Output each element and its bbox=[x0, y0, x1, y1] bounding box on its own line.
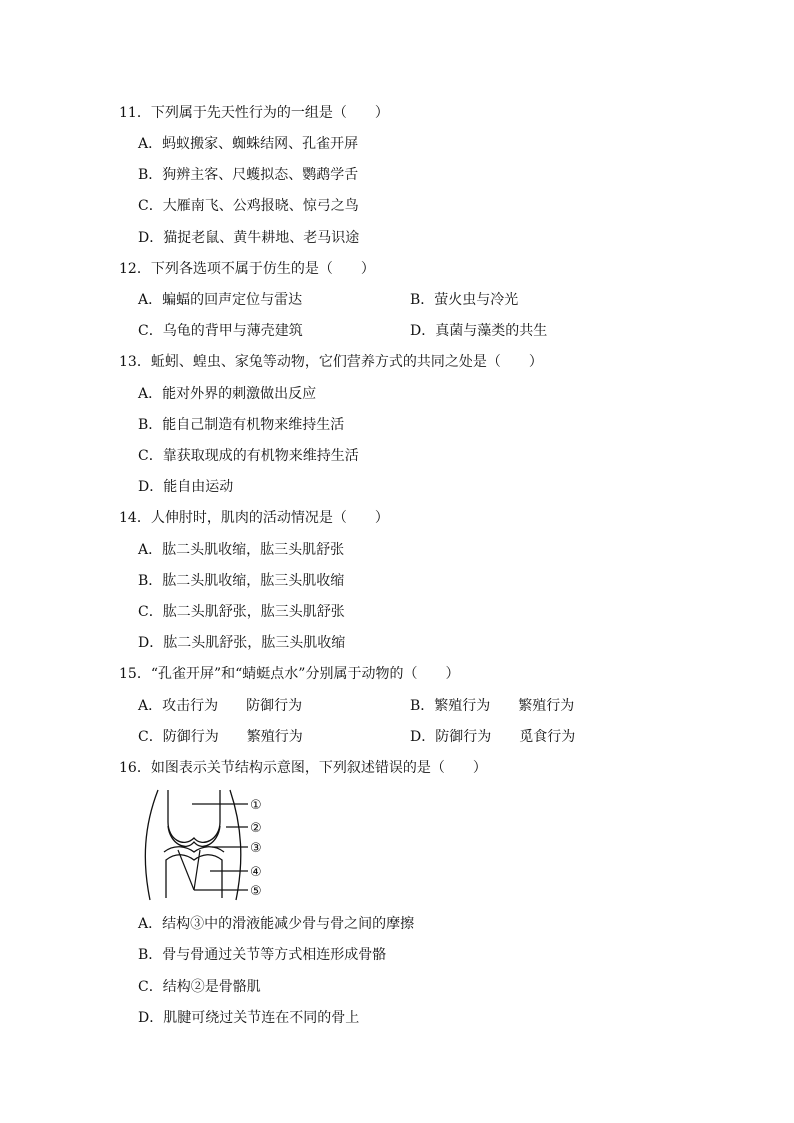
question-16-stem: 16．如图表示关节结构示意图，下列叙述错误的是（ ） bbox=[119, 760, 487, 776]
question-12-option-c: C．乌龟的背甲与薄壳建筑 bbox=[138, 323, 303, 339]
question-16-option-c: C．结构②是骨骼肌 bbox=[138, 979, 261, 995]
question-15-option-b: B．繁殖行为 繁殖行为 bbox=[410, 698, 575, 714]
question-15-stem: 15．“孔雀开屏”和“蜻蜓点水”分别属于动物的（ ） bbox=[119, 666, 460, 682]
question-12-option-b: B．萤火虫与冷光 bbox=[410, 292, 519, 308]
joint-diagram-svg bbox=[138, 786, 278, 906]
lower-bone-outline bbox=[166, 855, 222, 898]
label-5: ⑤ bbox=[250, 884, 262, 899]
joint-structure-diagram bbox=[138, 786, 278, 906]
question-13-option-b: B．能自己制造有机物来维持生活 bbox=[138, 417, 345, 433]
question-11-stem: 11．下列属于先天性行为的一组是（ ） bbox=[119, 105, 389, 121]
question-14-option-d: D．肱二头肌舒张，肱三头肌收缩 bbox=[138, 635, 346, 651]
question-13-option-d: D．能自由运动 bbox=[138, 479, 234, 495]
question-14-stem: 14．人伸肘时，肌肉的活动情况是（ ） bbox=[119, 510, 389, 526]
label-2: ② bbox=[250, 821, 262, 836]
leader-line-5b bbox=[194, 850, 200, 890]
question-16-option-b: B．骨与骨通过关节等方式相连形成骨骼 bbox=[138, 947, 387, 963]
question-15-option-a: A．攻击行为 防御行为 bbox=[138, 698, 303, 714]
question-13-option-c: C．靠获取现成的有机物来维持生活 bbox=[138, 448, 359, 464]
question-12-option-d: D．真菌与藻类的共生 bbox=[410, 323, 548, 339]
question-16-option-a: A．结构③中的滑液能减少骨与骨之间的摩擦 bbox=[138, 916, 415, 932]
question-11-option-a: A．蚂蚁搬家、蜘蛛结网、孔雀开屏 bbox=[138, 136, 359, 152]
joint-capsule-right bbox=[230, 790, 241, 900]
question-12-stem: 12．下列各选项不属于仿生的是（ ） bbox=[119, 261, 375, 277]
question-16-option-d: D．肌腱可绕过关节连在不同的骨上 bbox=[138, 1010, 360, 1026]
question-14-option-a: A．肱二头肌收缩，肱三头肌舒张 bbox=[138, 542, 345, 558]
question-11-option-c: C．大雁南飞、公鸡报晓、惊弓之鸟 bbox=[138, 198, 359, 214]
question-15-option-c: C．防御行为 繁殖行为 bbox=[138, 729, 303, 745]
upper-cartilage bbox=[168, 826, 220, 846]
joint-capsule-left bbox=[145, 790, 158, 900]
question-11-option-d: D．猫捉老鼠、黄牛耕地、老马识途 bbox=[138, 230, 360, 246]
label-1: ① bbox=[250, 798, 262, 813]
question-14-option-c: C．肱二头肌舒张，肱三头肌舒张 bbox=[138, 604, 345, 620]
question-13-option-a: A．能对外界的刺激做出反应 bbox=[138, 386, 317, 402]
label-4: ④ bbox=[250, 865, 262, 880]
question-15-option-d: D．防御行为 觅食行为 bbox=[410, 729, 576, 745]
question-12-option-a: A．蝙蝠的回声定位与雷达 bbox=[138, 292, 303, 308]
upper-bone-outline bbox=[168, 790, 220, 842]
question-13-stem: 13．蚯蚓、蝗虫、家兔等动物，它们营养方式的共同之处是（ ） bbox=[119, 354, 543, 370]
question-11-option-b: B．狗辨主客、尺蠖拟态、鹦鹉学舌 bbox=[138, 167, 359, 183]
label-3: ③ bbox=[250, 841, 262, 856]
question-14-option-b: B．肱二头肌收缩，肱三头肌收缩 bbox=[138, 573, 345, 589]
